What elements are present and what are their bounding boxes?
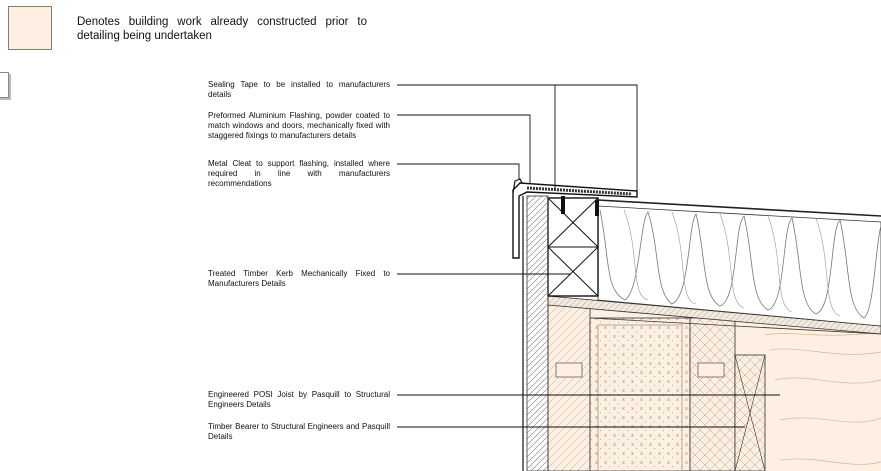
external-wall-cladding — [527, 196, 548, 471]
note-metal-cleat-text: Metal Cleat to support flashing, installed where required in line with manufacturers recommendations — [208, 159, 390, 188]
leader-metal-cleat — [397, 164, 519, 180]
note-timber-bearer-text: Timber Bearer to Structural Engineers and Pasquill Details — [208, 422, 390, 441]
posi-joist-right — [690, 318, 735, 471]
posi-joist-left — [590, 318, 690, 471]
note-aluminium-flashing-text: Preformed Aluminium Flashing, powder coated to match windows and doors, mechanically fixed with staggered fixings to manufacturers details — [208, 111, 390, 140]
note-sealing-tape-text: Sealing Tape to be installed to manufacturers details — [208, 80, 390, 99]
note-timber-kerb-text: Treated Timber Kerb Mechanically Fixed to Manufacturers Details — [208, 269, 390, 288]
blocking-left — [556, 363, 582, 377]
wall-osb-sheathing — [548, 305, 590, 471]
fixing-1 — [561, 196, 565, 214]
note-posi-joist-text: Engineered POSI Joist by Pasquill to Structural Engineers Details — [208, 390, 390, 409]
leader-aluminium-flashing — [397, 115, 530, 183]
fixing-2 — [595, 200, 599, 216]
leader-sealing-tape — [397, 85, 637, 191]
blocking-right — [698, 363, 724, 377]
legend-text: Denotes building work already constructed prior to detailing being undertaken — [77, 16, 367, 42]
